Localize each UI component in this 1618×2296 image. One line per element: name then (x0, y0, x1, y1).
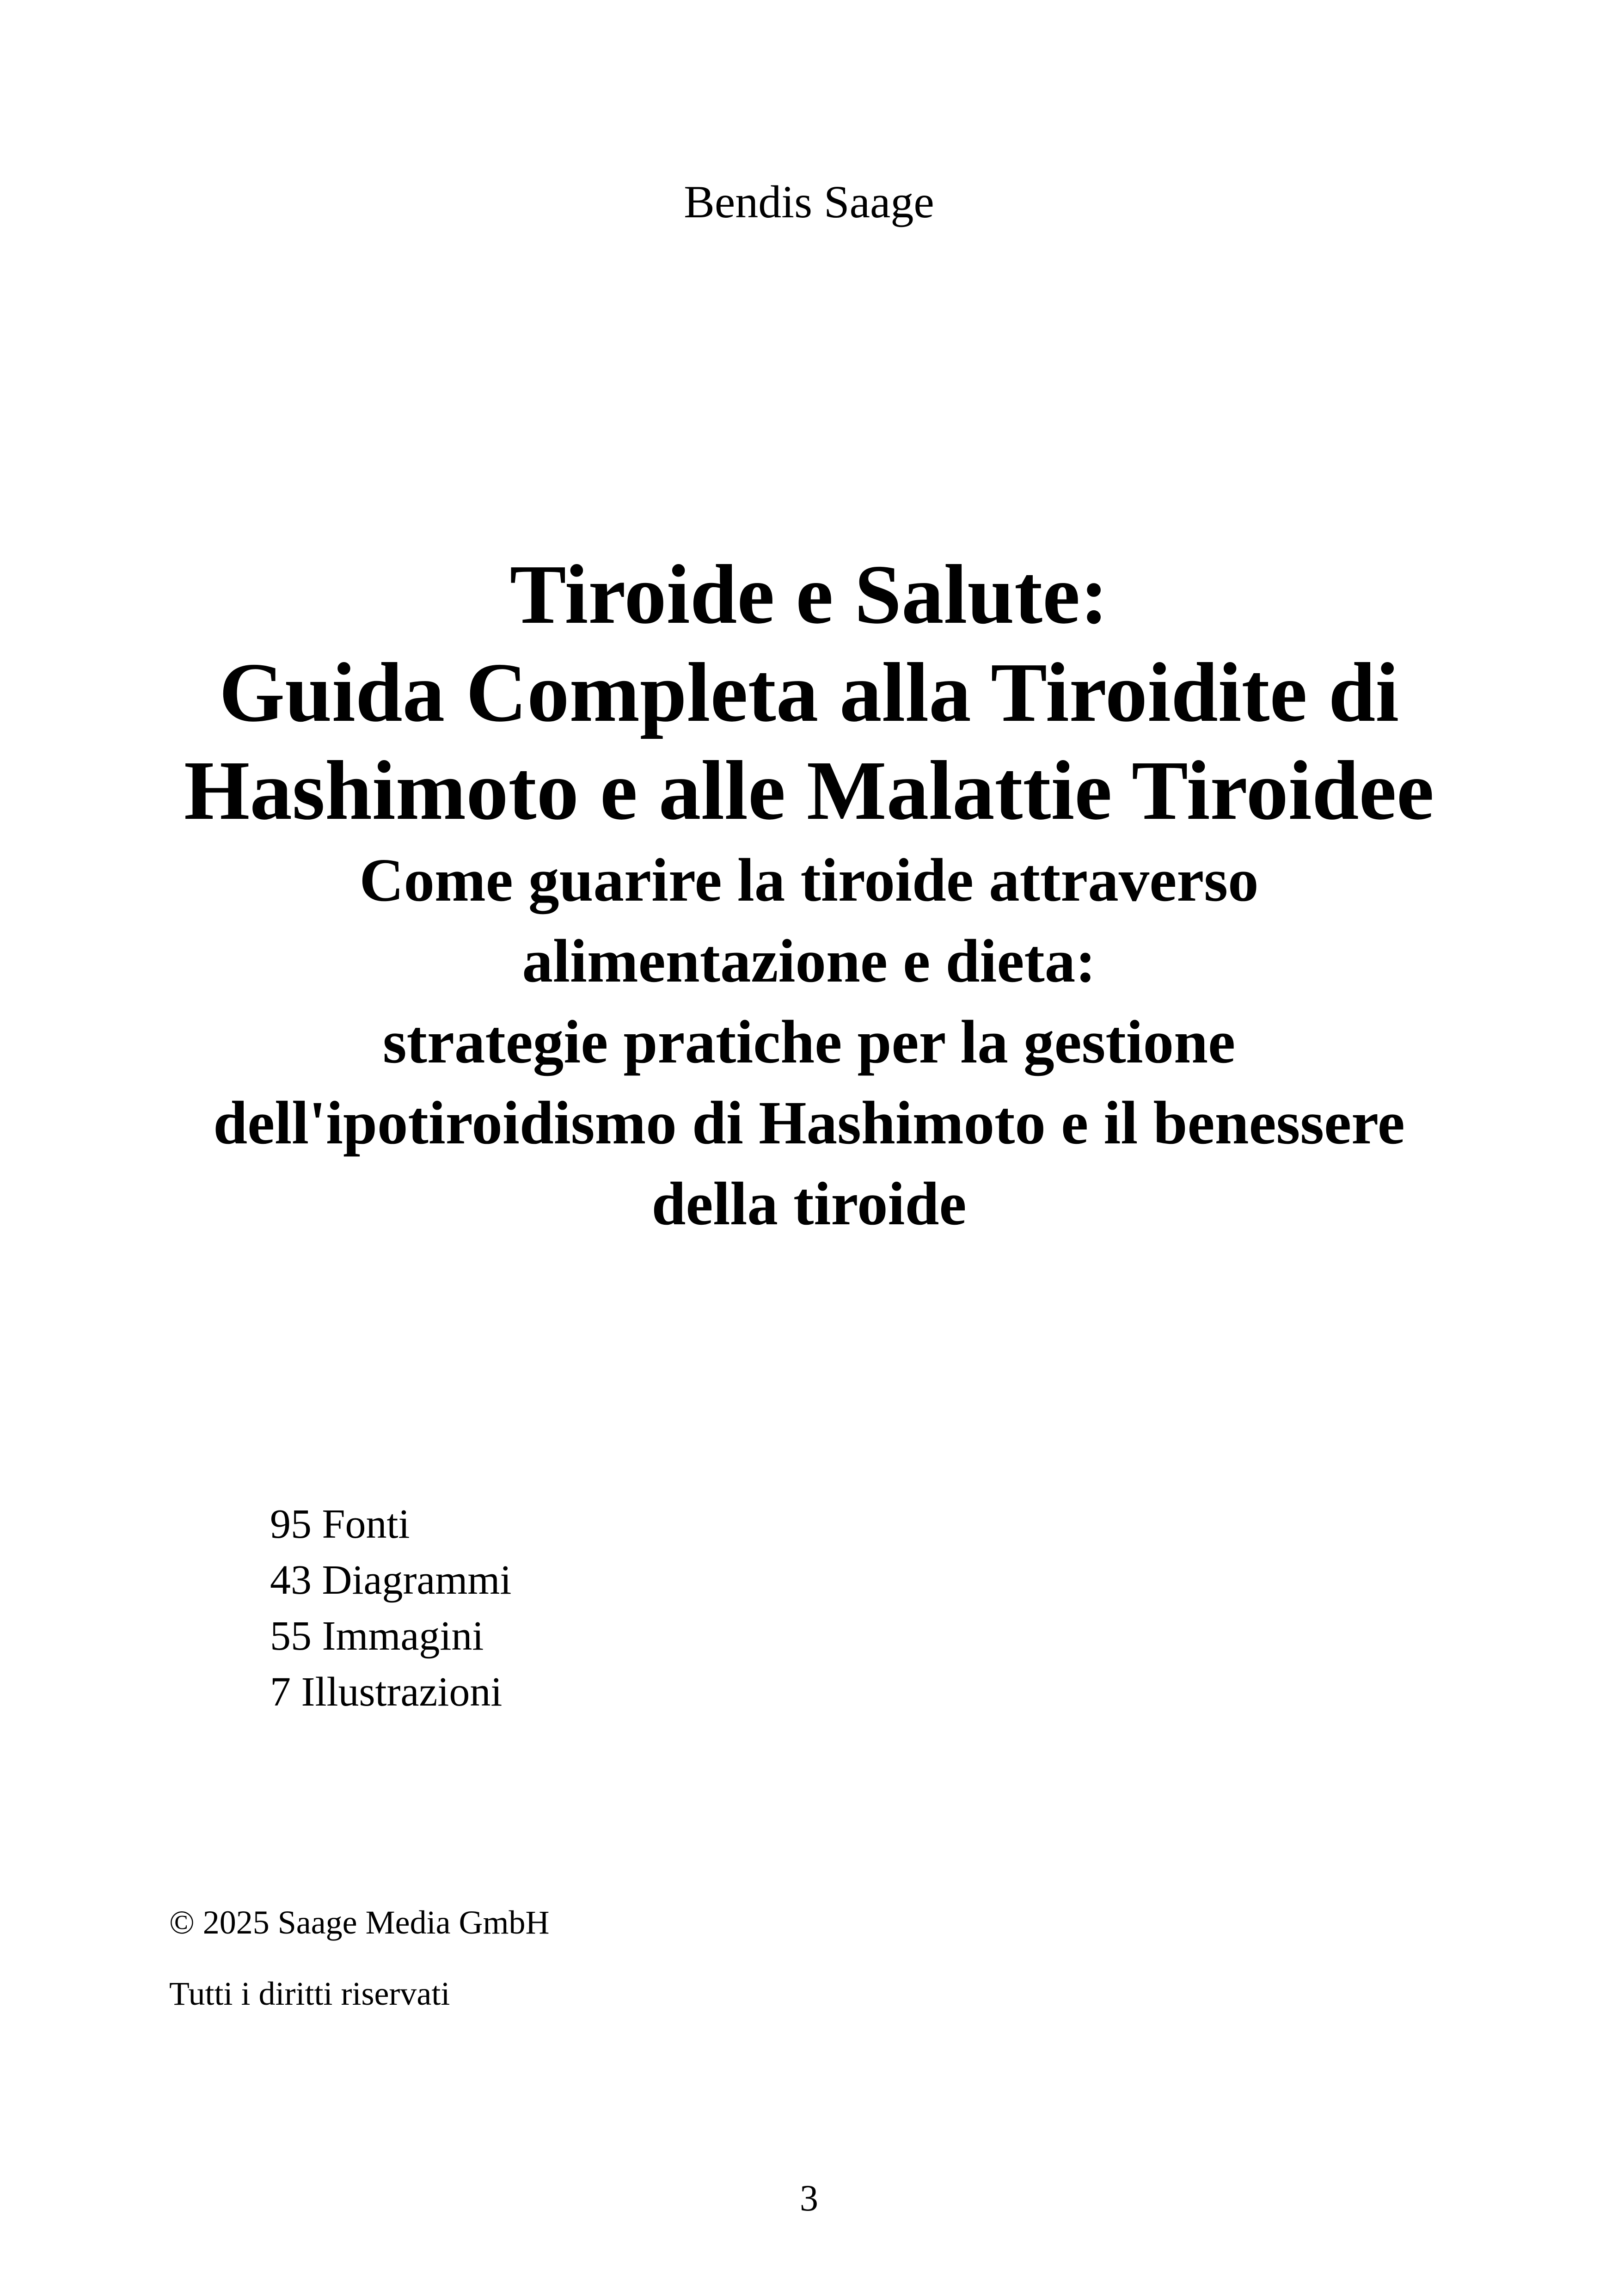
book-stats-list (270, 1496, 511, 1720)
copyright-notice: © 2025 Saage Media GmbH (169, 1904, 550, 1941)
stat-images: 55 Immagini (270, 1613, 484, 1659)
rights-notice: Tutti i diritti riservati (169, 1975, 450, 2012)
subtitle-line: dell'ipotiroidismo di Hashimoto e il benessere (213, 1088, 1405, 1157)
subtitle-line: strategie pratiche per la gestione (382, 1007, 1236, 1076)
title-line: Guida Completa alla Tiroidite di (219, 645, 1399, 739)
page-number: 3 (800, 2178, 818, 2219)
author-name: Bendis Saage (684, 176, 934, 227)
subtitle-line: della tiroide (651, 1169, 967, 1238)
stat-sources: 95 Fonti (270, 1501, 410, 1547)
title-block (92, 546, 1526, 1244)
stat-illustrations: 7 Illustrazioni (270, 1669, 503, 1715)
title-line: Hashimoto e alle Malattie Tiroidee (184, 743, 1434, 837)
stat-diagrams: 43 Diagrammi (270, 1557, 512, 1603)
subtitle-line: alimentazione e dieta: (522, 927, 1096, 995)
title-line: Tiroide e Salute: (509, 547, 1109, 641)
subtitle-line: Come guarire la tiroide attraverso (359, 846, 1259, 914)
